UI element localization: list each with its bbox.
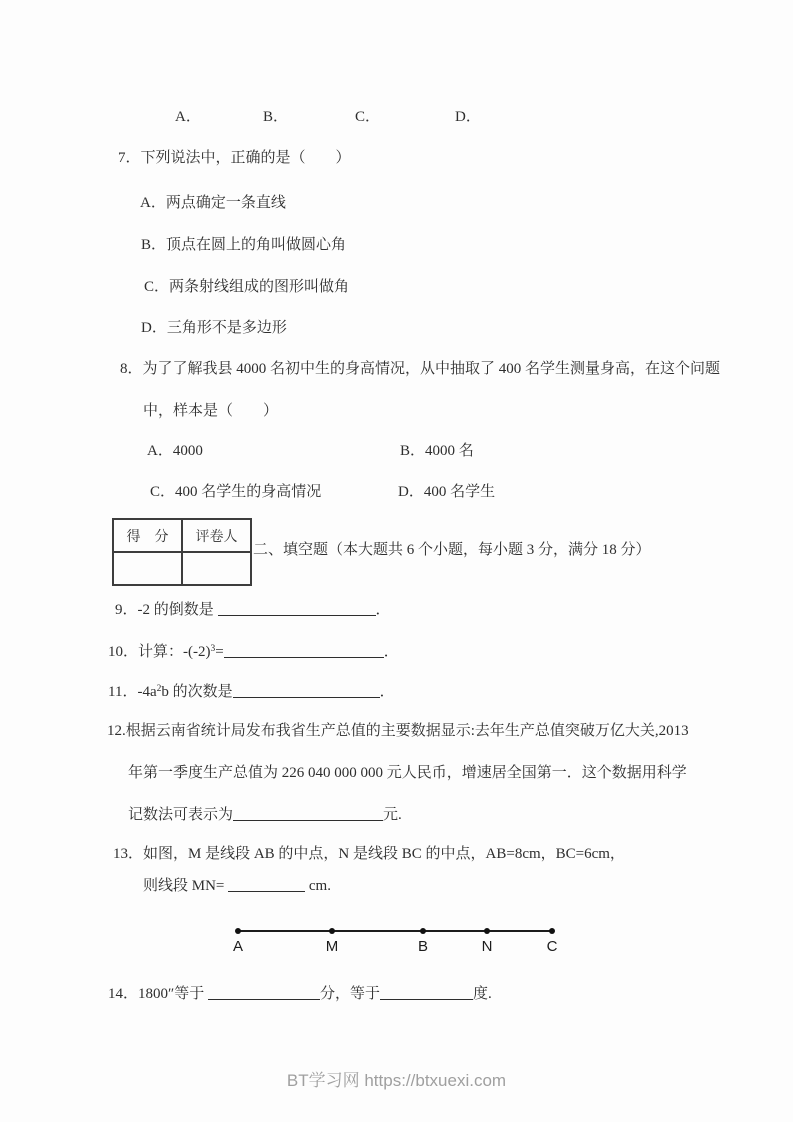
score-table-cell-grader-empty (183, 553, 250, 584)
question-14-answer-blank-degrees (380, 984, 473, 1000)
question-7-option-a: A．两点确定一条直线 (140, 195, 286, 211)
q6-option-d: D． (455, 109, 481, 125)
question-7-option-d: D．三角形不是多边形 (141, 320, 287, 336)
question-10-equals: = (215, 644, 224, 660)
question-8-option-a: A．4000 (147, 443, 203, 459)
question-11-answer-blank (233, 682, 380, 698)
point-dot-n (484, 928, 490, 934)
question-14-text-mid: 分，等于 (320, 986, 381, 1002)
site-watermark: BT学习网 https://btxuexi.com (286, 1071, 507, 1090)
question-12-line2: 年第一季度生产总值为 226 040 000 000 元人民币，增速居全国第一．这个数据用科学 (128, 765, 687, 781)
question-11-period: ． (379, 684, 395, 700)
question-11-text-mid: b 的次数是 (161, 684, 233, 700)
question-10-answer-blank (224, 642, 384, 658)
q6-option-b: B． (263, 109, 289, 125)
question-11-text: 11．-4a (108, 684, 157, 700)
question-8-stem-line1: 8．为了了解我县 4000 名初中生的身高情况，从中抽取了 400 名学生测量身高，在这个问题 (120, 361, 721, 377)
question-11 (108, 679, 395, 703)
question-7-option-c: C．两条射线组成的图形叫做角 (144, 279, 350, 295)
question-7-option-b: B．顶点在圆上的角叫做圆心角 (141, 237, 347, 253)
question-8-stem-line2: 中，样本是（ ） (143, 403, 279, 419)
question-12-line3-text: 记数法可表示为 (128, 807, 234, 823)
question-7-stem: 7．下列说法中，正确的是（ ） (118, 150, 351, 166)
point-label-m: M (325, 938, 339, 955)
question-10-period: ． (383, 644, 399, 660)
point-dot-a (235, 928, 241, 934)
question-8-option-b: B．4000 名 (400, 443, 474, 459)
question-12-line1: 12.根据云南省统计局发布我省生产总值的主要数据显示:去年生产总值突破万亿大关,2013 (107, 723, 689, 739)
question-9-period: ． (375, 602, 391, 618)
question-10-exponent: 3 (210, 644, 216, 654)
question-13-answer-blank (228, 876, 305, 892)
question-10-text: 10．计算：-(-2) (108, 644, 211, 660)
question-12-answer-blank (233, 805, 383, 821)
question-12-line3-unit: 元. (383, 807, 402, 823)
question-9-text: 9．-2 的倒数是 (115, 602, 218, 618)
question-11-exponent: 2 (156, 684, 162, 694)
question-8-option-d: D．400 名学生 (398, 484, 496, 500)
question-13-line2 (143, 876, 331, 897)
question-9-answer-blank (218, 600, 376, 616)
question-9 (115, 600, 391, 621)
question-14-text-end: 度. (473, 986, 492, 1002)
question-13-line2-text: 则线段 MN= (143, 878, 229, 894)
point-dot-c (549, 928, 555, 934)
q6-option-a: A． (175, 109, 201, 125)
question-12-line3 (128, 805, 402, 826)
question-14-text: 14．1800″等于 (108, 986, 208, 1002)
point-label-n: N (481, 938, 493, 955)
question-13-line1: 13．如图，M 是线段 AB 的中点，N 是线段 BC 的中点，AB=8cm，BC=6cm， (113, 846, 625, 862)
section-2-heading: 二、填空题（本大题共 6 个小题，每小题 3 分，满分 18 分） (253, 542, 651, 558)
question-13-line2-unit: cm. (305, 878, 331, 894)
score-table (112, 518, 252, 586)
question-14-answer-blank-minutes (208, 984, 320, 1000)
segment-line (238, 930, 552, 932)
score-table-header-score: 得 分 (114, 520, 183, 553)
point-label-c: C (546, 938, 558, 955)
score-table-cell-score-empty (114, 553, 183, 584)
point-dot-b (420, 928, 426, 934)
score-table-header-grader: 评卷人 (183, 520, 250, 553)
question-10 (108, 639, 399, 663)
question-14 (108, 984, 492, 1005)
q6-option-c: C． (355, 109, 381, 125)
point-label-b: B (417, 938, 429, 955)
question-8-option-c: C．400 名学生的身高情况 (150, 484, 322, 500)
point-dot-m (329, 928, 335, 934)
point-label-a: A (232, 938, 244, 955)
